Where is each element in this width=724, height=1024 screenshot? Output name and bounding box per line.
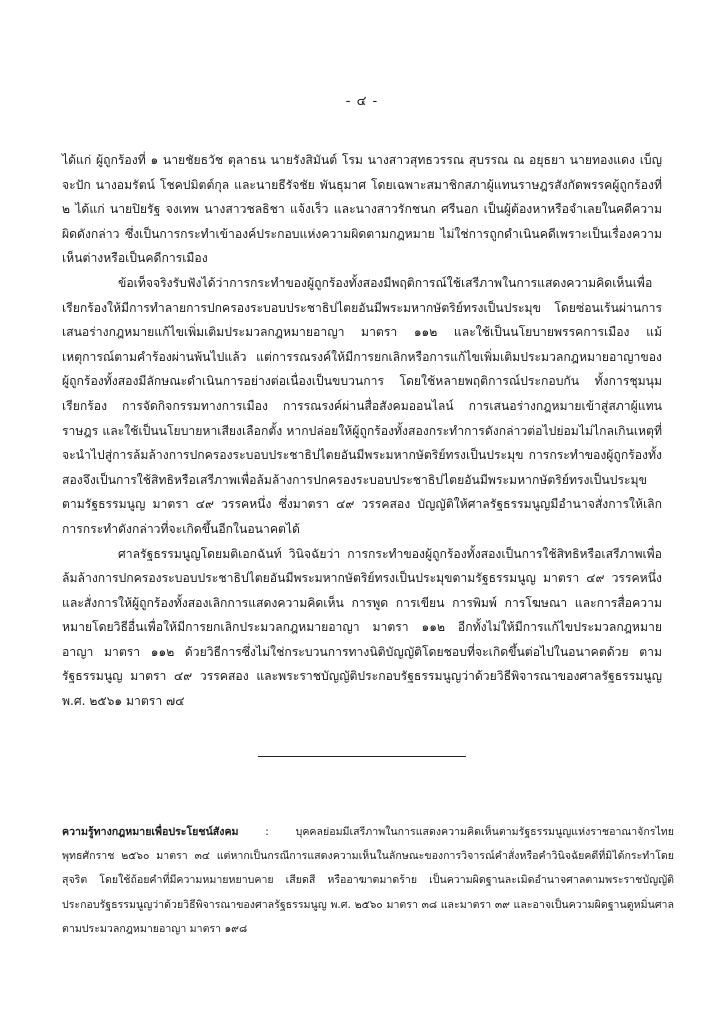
paragraph-3: ศาลรัฐธรรมนูญโดยมติเอกฉันท์ วินิจฉัยว่า การกระทำของผู้ถูกร้องทั้งสองเป็นการใช้สิทธิหรือเสรีภาพเพื่อล้มล้างการปกครองระบอบประชาธิปไตยอันมีพระมหากษัตริย์ทรงเป็นประมุขตามรัฐธรรมนูญ มาตรา ๔๙ วรรคหนึ่ง และสั่งการให้ผู้ถูกร้องทั้งสองเลิกการแสดงความคิดเห็น การพูด การเขียน การพิมพ์ การโฆษณา และการสื่อความหมายโดยวิธีอื่นเพื่อให้มีการยกเลิกประมวลกฎหมายอาญา มาตรา ๑๑๒ อีกทั้งไม่ให้มีการแก้ไขประมวลกฎหมายอาญา มาตรา ๑๑๒ ด้วยวิธีการซึ่งไม่ใช่กระบวนการทางนิติบัญญัติโดยชอบที่จะเกิดขึ้นต่อไปในอนาคตด้วย ตามรัฐธรรมนูญ มาตรา ๔๙ วรรคสอง และพระราชบัญญัติประกอบรัฐธรรมนูญว่าด้วยวิธีพิจารณาของศาลรัฐธรรมนูญ พ.ศ. ๒๕๖๑ มาตรา ๗๔ <box>62 546 662 709</box>
legal-knowledge-note <box>62 820 674 941</box>
footnote-divider <box>258 756 466 757</box>
note-separator: : <box>238 826 296 838</box>
paragraph-2: ข้อเท็จจริงรับฟังได้ว่าการกระทำของผู้ถูกร้องทั้งสองมีพฤติการณ์ใช้เสรีภาพในการแสดงความคิดเห็นเพื่อเรียกร้องให้มีการทำลายการปกครองระบอบประชาธิปไตยอันมีพระมหากษัตริย์ทรงเป็นประมุข โดยซ่อนเร้นผ่านการเสนอร่างกฎหมายแก้ไขเพิ่มเติมประมวลกฎหมายอาญา มาตรา ๑๑๒ และใช้เป็นนโยบายพรรคการเมือง แม้เหตุการณ์ตามคำร้องผ่านพ้นไปแล้ว แต่การรณรงค์ให้มีการยกเลิกหรือการแก้ไขเพิ่มเติมประมวลกฎหมายอาญาของผู้ถูกร้องทั้งสองมีลักษณะดำเนินการอย่างต่อเนื่องเป็นขบวนการ โดยใช้หลายพฤติการณ์ประกอบกัน ทั้งการชุมนุมเรียกร้อง การจัดกิจกรรมทางการเมือง การรณรงค์ผ่านสื่อสังคมออนไลน์ การเสนอร่างกฎหมายเข้าสู่สภาผู้แทนราษฎร และใช้เป็นนโยบายหาเสียงเลือกตั้ง หากปล่อยให้ผู้ถูกร้องทั้งสองกระทำการดังกล่าวต่อไปย่อมไม่ไกลเกินเหตุที่จะนำไปสู่การล้มล้างการปกครองระบอบประชาธิปไตยอันมีพระมหากษัตริย์ทรงเป็นประมุข การกระทำของผู้ถูกร้องทั้งสองจึงเป็นการใช้สิทธิหรือเสรีภาพเพื่อล้มล้างการปกครองระบอบประชาธิปไตยอันมีพระมหากษัตริย์ทรงเป็นประมุขตามรัฐธรรมนูญ มาตรา ๔๙ วรรคหนึ่ง ซึ่งมาตรา ๔๙ วรรคสอง บัญญัติให้ศาลรัฐธรรมนูญมีอำนาจสั่งการให้เลิกการกระทำดังกล่าวที่จะเกิดขึ้นอีกในอนาคตได้ <box>62 275 662 536</box>
page-number: - ๔ - <box>345 94 379 109</box>
document-body <box>62 148 662 714</box>
note-title: ความรู้ทางกฎหมายเพื่อประโยชน์สังคม <box>62 826 239 838</box>
note-text: บุคคลย่อมมีเสรีภาพในการแสดงความคิดเห็นตามรัฐธรรมนูญแห่งราชอาณาจักรไทย พุทธศักราช ๒๕๖๐ มาตรา ๓๔ แต่หากเป็นกรณีการแสดงความเห็นในลักษณะของการวิจารณ์คำสั่งหรือคำวินิจฉัยคดีที่มิได้กระทำโดยสุจริต โดยใช้ถ้อยคำที่มีความหมายหยาบคาย เสียดสี หรืออาฆาตมาดร้าย เป็นความผิดฐานละเมิดอำนาจศาลตามพระราชบัญญัติประกอบรัฐธรรมนูญว่าด้วยวิธีพิจารณาของศาลรัฐธรรมนูญ พ.ศ. ๒๕๖๐ มาตรา ๓๘ และมาตรา ๓๙ และอาจเป็นความผิดฐานดูหมิ่นศาลตามประมวลกฎหมายอาญา มาตรา ๑๙๘ <box>62 826 674 935</box>
paragraph-1: ได้แก่ ผู้ถูกร้องที่ ๑ นายชัยธวัช ตุลาธน นายรังสิมันต์ โรม นางสาวสุทธวรรณ สุบรรณ ณ อยุธยา นายทองแดง เบ็ญจะปัก นางอมรัตน์ โชคปมิตต์กุล และนายธีรัจชัย พันธุมาศ โดยเฉพาะสมาชิกสภาผู้แทนราษฎรสังกัดพรรคผู้ถูกร้องที่ ๒ ได้แก่ นายปิยรัฐ จงเทพ นางสาวชลธิชา แจ้งเร็ว และนางสาวรักชนก ศรีนอก เป็นผู้ต้องหาหรือจำเลยในคดีความผิดดังกล่าว ซึ่งเป็นการกระทำเข้าองค์ประกอบแห่งความผิดตามกฎหมาย ไม่ใช่การถูกดำเนินคดีเพราะเป็นเรื่องความเห็นต่างหรือเป็นคดีการเมือง <box>62 153 662 266</box>
